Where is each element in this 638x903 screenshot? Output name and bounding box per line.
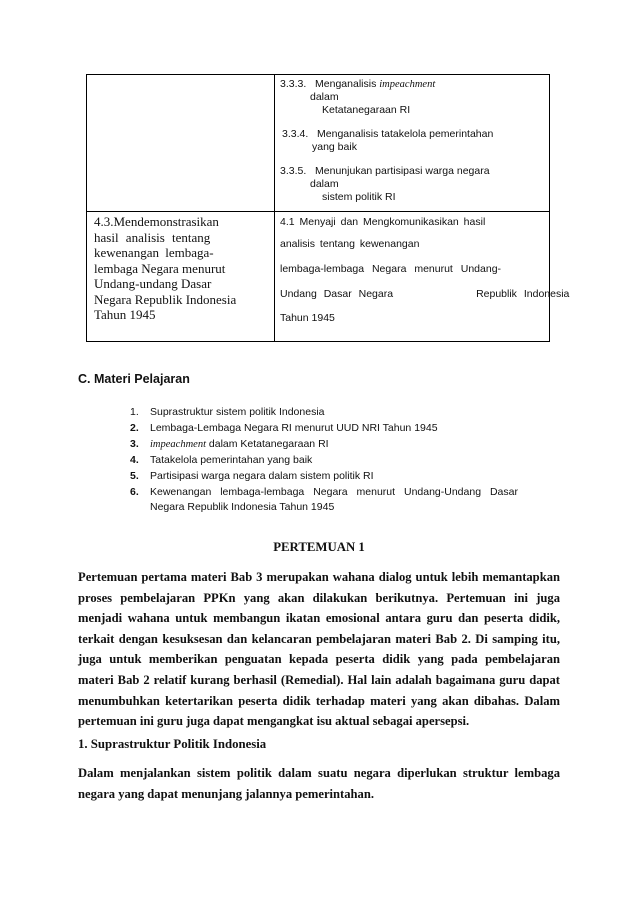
list-item: 5. Partisipasi warga negara dalam sistem politik RI [130,470,374,482]
competency-4-3: 4.3.Mendemonstrasikan hasil analisis tentang kewenangan lembaga- lembaga Negara menurut Undang-undang Dasar Negara Republik Indonesia Tahun 1945 [94,214,237,322]
indicator-4-1-line-2: analisis tentang kewenangan [280,238,420,250]
meeting-title: PERTEMUAN 1 [273,540,365,554]
competency-table [86,74,570,342]
list-item: 1. Suprastruktur sistem politik Indonesia [130,406,325,418]
indicator-4-1-line-5: Tahun 1945 [280,312,335,324]
indicator-3-3-5: 3.3.5. Menunjukan partisipasi warga negara dalam sistem politik RI [280,165,490,203]
indicator-4-1-line-3: lembaga-lembaga Negara menurut Undang- [280,263,502,275]
list-item: 6. Kewenangan lembaga-lembaga Negara menurut Undang-Undang Dasar [130,486,518,498]
list-item: 4. Tatakelola pemerintahan yang baik [130,454,313,466]
indicator-3-3-3: 3.3.3. Menganalisis impeachment dalam Ketatanegaraan RI [280,78,436,116]
table-row-divider [87,211,549,212]
indicator-4-1-line-1: 4.1 Menyaji dan Mengkomunikasikan hasil [280,216,486,228]
list-item: 2. Lembaga-Lembaga Negara RI menurut UUD NRI Tahun 1945 [130,422,438,434]
list-item-continuation: Negara Republik Indonesia Tahun 1945 [150,501,335,513]
list-item: 3. impeachment dalam Ketatanegaraan RI [130,438,329,450]
paragraph-intro: Pertemuan pertama materi Bab 3 merupakan wahana dialog untuk lebih memantapkan proses pembelajaran PPKn yang akan dilakukan berikutnya. Pertemuan ini juga menjadi wahana untuk membangun ikatan emosional antara guru dan peserta didik, terkait dengan kesuksesan dan kelancaran pembelajaran materi Bab 2. Di samping itu, juga untuk memberikan penguatan kepada peserta didik yang pada pembelajaran materi Bab 2 relatif kurang berhasil (Remedial). Hal lain adalah bagaimana guru dapat menumbuhkan ketertarikan peserta didik terhadap materi yang akan dibahas. Dalam pertemuan ini guru juga dapat mengangkat isu aktual sebagai apersepsi. [78,570,560,729]
indicator-4-1-line-4: Undang Dasar Negara Republik Indonesia [280,288,570,300]
table-column-divider [274,75,275,341]
subheading: 1. Suprastruktur Politik Indonesia [78,737,267,751]
paragraph-body: Dalam menjalankan sistem politik dalam suatu negara diperlukan struktur lembaga negara yang dapat menunjang jalannya pemerintahan. [78,766,560,801]
section-c-heading: C. Materi Pelajaran [78,372,190,386]
indicator-3-3-4: 3.3.4. Menganalisis tatakelola pemerintahan yang baik [282,128,494,153]
